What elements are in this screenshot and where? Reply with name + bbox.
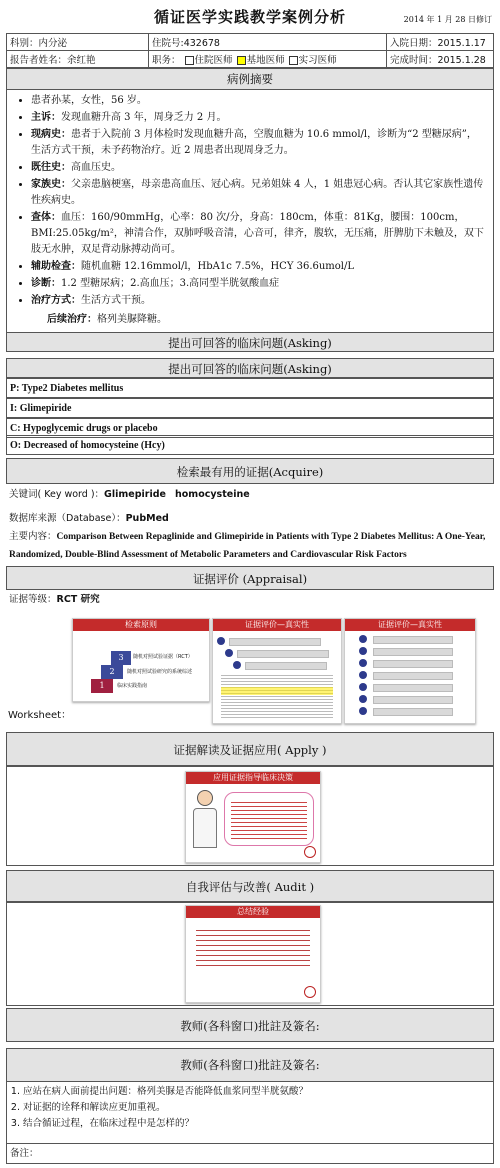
apply-body: [6, 766, 494, 866]
remark-row: 备注：: [7, 1143, 493, 1163]
case-item-text: 生活方式干预。: [81, 295, 151, 306]
followup-label: 后续治疗：: [47, 314, 97, 325]
intern-label: 实习医师: [298, 55, 337, 66]
checklist-bar: [373, 672, 453, 680]
case-item: [31, 177, 485, 209]
case-item-text: 高血压史。: [71, 162, 121, 173]
worksheet-label: Worksheet：: [8, 710, 72, 721]
emblem-icon: [304, 846, 316, 858]
checklist-marker: [359, 683, 367, 691]
audit-slide-title: 总结经验: [186, 906, 320, 918]
post-label: 职务：: [152, 55, 181, 66]
checklist-marker: [359, 647, 367, 655]
post-cell: [149, 51, 387, 68]
checklist-bar: [373, 696, 453, 704]
case-summary-heading: 病例摘要: [7, 69, 493, 90]
slide-1-title: 检索原则: [73, 619, 209, 631]
base-checkbox[interactable]: [237, 56, 246, 65]
slide-2-bar-1: [229, 638, 321, 646]
apply-slide-title: 应用证据指导临床决策: [186, 772, 320, 784]
pico-c: C: Hypoglycemic drugs or placebo: [6, 418, 494, 438]
appraisal-heading: 证据评价 (Appraisal): [6, 566, 494, 590]
slide-2-highlight: [221, 687, 333, 695]
acquire-heading: 检索最有用的证据(Acquire): [6, 458, 494, 484]
teacher-heading-1: 教师(各科窗口)批註及簽名:: [6, 1008, 494, 1042]
apply-speech-bubble: [224, 792, 314, 846]
case-item-label: 诊断：: [31, 278, 61, 289]
case-item: [31, 160, 485, 176]
asking-heading-1: 提出可回答的临床问题(Asking): [6, 332, 494, 352]
worksheet-slide-1: [72, 618, 210, 702]
followup-row: [7, 312, 493, 327]
database-row: [6, 510, 494, 528]
evidence-level-label: 证据等级：: [9, 594, 57, 605]
case-item-text: 父亲患脑梗塞，母亲患高血压、冠心病。兄弟姐妹 4 人，1 姐患冠心病。否认其它家族性遗传性疾病史。: [31, 179, 484, 206]
case-item-label: 治疗方式：: [31, 295, 81, 306]
checklist-marker: [359, 635, 367, 643]
slide-2-bar-3: [245, 662, 327, 670]
keyword-row: [6, 486, 494, 504]
apply-heading: 证据解读及证据应用( Apply ): [6, 732, 494, 766]
step-2-text: 随机对照试验研究的系统综述: [127, 669, 193, 675]
case-item: [31, 110, 485, 126]
case-item-text: 1.2 型糖尿病；2.高血压；3.高同型半胱氨酸血症: [61, 278, 280, 289]
slide-3-title: 证据评价—真实性: [345, 619, 475, 631]
worksheet-slide-3: [344, 618, 476, 724]
asking-heading-2: 提出可回答的临床问题(Asking): [6, 358, 494, 378]
slide-2-bar-2: [237, 650, 329, 658]
slide-2-marker-3: [233, 661, 241, 669]
question-item: 1. 应站在病人面前提出问题：格列美脲是否能降低血浆同型半胱氨酸？: [23, 1084, 493, 1100]
case-item: [31, 127, 485, 159]
slide-2-title: 证据评价—真实性: [213, 619, 341, 631]
step-1-block: 1: [91, 679, 113, 693]
audit-body: [6, 902, 494, 1006]
step-2-block: 2: [101, 665, 123, 679]
keyword-1: Glimepiride: [104, 489, 166, 500]
checklist-bar: [373, 660, 453, 668]
case-item-text: 血压：160/90mmHg，心率：80 次/分，身高：180cm，体重：81Kg，腰围：100cm，BMI:25.05kg/m²，神清合作，双肺呼吸音清，心音可，律齐，腹软，无压痛，肝脾肋下未触及，双下肢无水肿，双足背动脉搏动尚可。: [31, 212, 484, 255]
keyword-label: 关键词( Key word )：: [9, 489, 105, 500]
step-3-text: 随机对照试验证据（RCT）: [133, 654, 193, 660]
worksheet-area: [6, 612, 494, 724]
content-row: [6, 528, 494, 564]
slide-2-marker-1: [217, 637, 225, 645]
case-list: [7, 90, 493, 312]
info-table: [6, 33, 494, 68]
resident-label: 住院医师: [194, 55, 233, 66]
pico-o: O: Decreased of homocysteine (Hcy): [6, 435, 494, 455]
checklist-marker: [359, 707, 367, 715]
worksheet-slide-2: [212, 618, 342, 724]
case-item-text: 发现血糖升高 3 年，周身乏力 2 月。: [61, 112, 227, 123]
followup-text: 格列美脲降糖。: [97, 314, 167, 325]
keyword-2: homocysteine: [175, 489, 250, 500]
dept-cell: 科别：内分泌: [7, 34, 149, 51]
question-item: 2. 对证据的诠释和解读应更加重视。: [23, 1100, 493, 1116]
case-item-label: 查体：: [31, 212, 61, 223]
slide-2-marker-2: [225, 649, 233, 657]
case-item-label: 家族史：: [31, 179, 71, 190]
teacher-heading-2: 教师(各科窗口)批註及簽名:: [7, 1049, 493, 1082]
reporter-cell: 报告者姓名：余红艳: [7, 51, 149, 68]
case-item-text: 随机血糖 12.16mmol/l，HbA1c 7.5%，HCY 36.6umol/L: [81, 261, 355, 272]
checklist-bar: [373, 648, 453, 656]
audit-slide: [185, 905, 321, 1003]
question-item: 3. 结合循证过程，在临床过程中是怎样的？: [23, 1116, 493, 1132]
checklist-bar: [373, 636, 453, 644]
case-item: [31, 276, 485, 292]
step-1-text: 临床实践指南: [117, 683, 148, 689]
database-value: PubMed: [125, 513, 169, 524]
bed-cell: 住院号:432678: [149, 34, 387, 51]
checklist-marker: [359, 659, 367, 667]
step-3-block: 3: [111, 651, 131, 665]
content-value: Comparison Between Repaglinide and Glimepiride in Patients with Type 2 Diabetes Mellitus: A One-Year, Randomized, Double-Blind Assessment of Metabolic Parameters and Cardiovascular Risk Factors: [9, 532, 486, 560]
case-item-text: 患者孙某，女性，56 岁。: [31, 95, 147, 106]
pico-i: I: Glimepiride: [6, 398, 494, 418]
database-label: 数据库来源（Database）：: [9, 513, 126, 524]
base-label: 基地医师: [246, 55, 285, 66]
admit-date-cell: 入院日期：2015.1.17: [387, 34, 494, 51]
case-item-label: 主诉：: [31, 112, 61, 123]
intern-checkbox[interactable]: [289, 56, 298, 65]
pico-p: P: Type2 Diabetes mellitus: [6, 378, 494, 398]
doctor-figure-icon: [192, 790, 218, 850]
evidence-level-row: [6, 592, 494, 608]
case-item: [31, 93, 485, 109]
case-item-label: 辅助检查：: [31, 261, 81, 272]
teacher-box: [6, 1048, 494, 1164]
resident-checkbox[interactable]: [185, 56, 194, 65]
case-item-text: 患者于入院前 3 月体检时发现血糖升高，空腹血糖为 10.6 mmol/l，诊断为“2 型糖尿病”，生活方式干预，未予药物治疗。近 2 周患者出现周身乏力。: [31, 129, 477, 156]
checklist-marker: [359, 671, 367, 679]
emblem-icon: [304, 986, 316, 998]
checklist-bar: [373, 708, 453, 716]
case-item: [31, 293, 485, 309]
checklist-marker: [359, 695, 367, 703]
evidence-level-value: RCT 研究: [56, 594, 100, 605]
question-list: [7, 1084, 493, 1132]
finish-date-cell: 完成时间：2015.1.28: [387, 51, 494, 68]
content-label: 主要内容：: [9, 531, 57, 542]
slide-2-article-text: [221, 673, 333, 719]
page-title: 循证医学实践教学案例分析: [153, 8, 346, 26]
case-item: [31, 259, 485, 275]
case-item: [31, 210, 485, 258]
case-item-label: 现病史：: [31, 129, 71, 140]
checklist-bar: [373, 684, 453, 692]
audit-heading: 自我评估与改善( Audit ): [6, 870, 494, 902]
case-item-label: 既往史：: [31, 162, 71, 173]
revision-date: 2014 年 1 月 28 日修订: [403, 15, 492, 24]
audit-summary-text: [196, 926, 310, 970]
apply-slide: [185, 771, 321, 863]
case-summary-box: [6, 68, 494, 352]
